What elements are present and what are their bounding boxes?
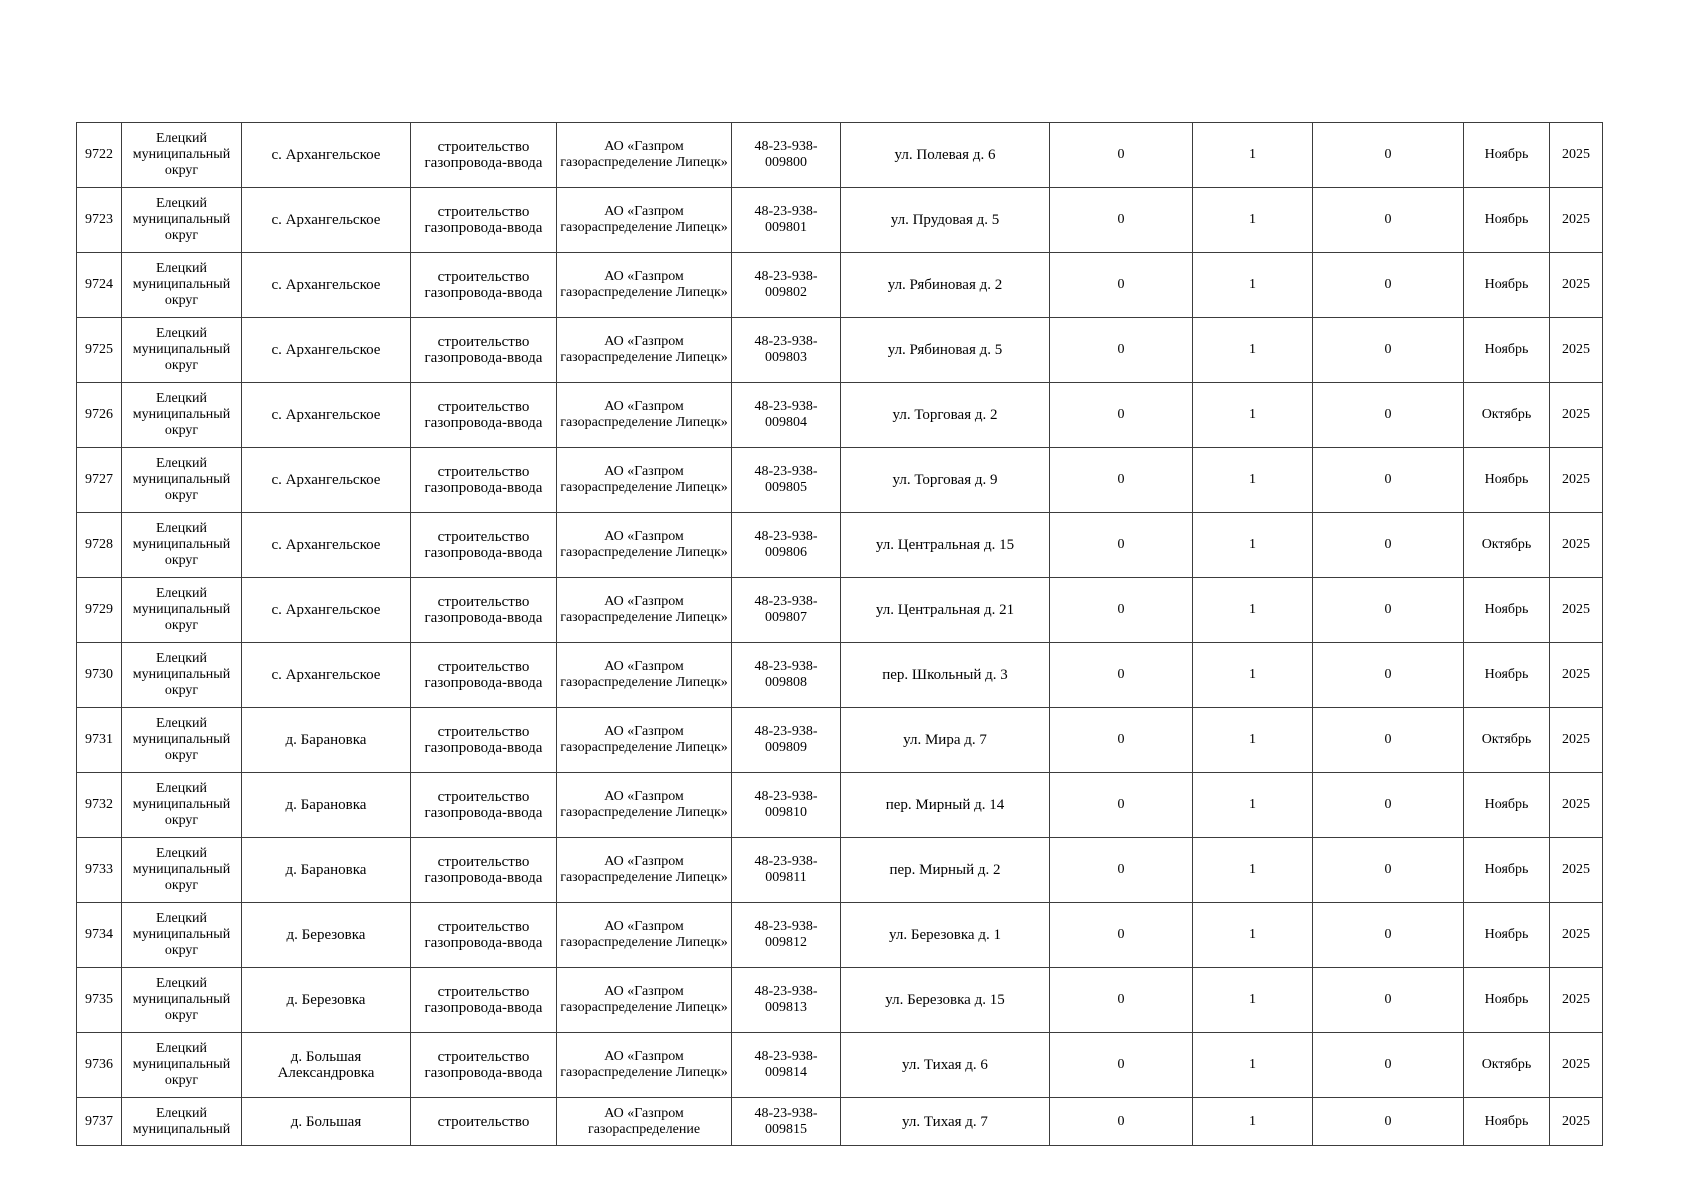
year-cell: 2025 xyxy=(1550,1033,1603,1098)
organization-cell: АО «Газпром газораспределение Липецк» xyxy=(557,773,732,838)
value-1-cell: 0 xyxy=(1050,253,1193,318)
month-cell: Ноябрь xyxy=(1464,838,1550,903)
value-3-cell: 0 xyxy=(1313,968,1464,1033)
value-3-cell: 0 xyxy=(1313,838,1464,903)
table-row xyxy=(77,1098,1603,1146)
table-row xyxy=(77,448,1603,513)
work-type-cell: строительство газопровода-ввода xyxy=(411,513,557,578)
value-3-cell: 0 xyxy=(1313,448,1464,513)
row-number-cell: 9725 xyxy=(77,318,122,383)
value-1-cell: 0 xyxy=(1050,968,1193,1033)
address-cell: ул. Прудовая д. 5 xyxy=(841,188,1050,253)
settlement-cell: с. Архангельское xyxy=(242,123,411,188)
settlement-cell: с. Архангельское xyxy=(242,383,411,448)
object-code-cell: 48-23-938-009809 xyxy=(732,708,841,773)
object-code-cell: 48-23-938-009801 xyxy=(732,188,841,253)
year-cell: 2025 xyxy=(1550,383,1603,448)
row-number-cell: 9734 xyxy=(77,903,122,968)
district-cell: Елецкий муниципальный округ xyxy=(122,513,242,578)
value-3-cell: 0 xyxy=(1313,708,1464,773)
month-cell: Ноябрь xyxy=(1464,318,1550,383)
object-code-cell: 48-23-938-009807 xyxy=(732,578,841,643)
value-1-cell: 0 xyxy=(1050,1033,1193,1098)
address-cell: ул. Торговая д. 2 xyxy=(841,383,1050,448)
district-cell: Елецкий муниципальный округ xyxy=(122,448,242,513)
address-cell: ул. Рябиновая д. 2 xyxy=(841,253,1050,318)
district-cell: Елецкий муниципальный округ xyxy=(122,123,242,188)
row-number-cell: 9723 xyxy=(77,188,122,253)
row-number-cell: 9737 xyxy=(77,1098,122,1146)
value-2-cell: 1 xyxy=(1193,188,1313,253)
object-code-cell: 48-23-938-009803 xyxy=(732,318,841,383)
district-cell: Елецкий муниципальный округ xyxy=(122,578,242,643)
month-cell: Октябрь xyxy=(1464,1033,1550,1098)
object-code-cell: 48-23-938-009804 xyxy=(732,383,841,448)
year-cell: 2025 xyxy=(1550,513,1603,578)
row-number-cell: 9732 xyxy=(77,773,122,838)
value-3-cell: 0 xyxy=(1313,513,1464,578)
value-3-cell: 0 xyxy=(1313,1098,1464,1146)
organization-cell: АО «Газпром газораспределение Липецк» xyxy=(557,968,732,1033)
settlement-cell: с. Архангельское xyxy=(242,513,411,578)
organization-cell: АО «Газпром газораспределение Липецк» xyxy=(557,838,732,903)
work-type-cell: строительство газопровода-ввода xyxy=(411,1033,557,1098)
year-cell: 2025 xyxy=(1550,123,1603,188)
district-cell: Елецкий муниципальный округ xyxy=(122,903,242,968)
settlement-cell: д. Большая Александровка xyxy=(242,1033,411,1098)
year-cell: 2025 xyxy=(1550,838,1603,903)
value-1-cell: 0 xyxy=(1050,838,1193,903)
row-number-cell: 9727 xyxy=(77,448,122,513)
value-3-cell: 0 xyxy=(1313,123,1464,188)
work-type-cell: строительство газопровода-ввода xyxy=(411,968,557,1033)
district-cell: Елецкий муниципальный округ xyxy=(122,968,242,1033)
value-2-cell: 1 xyxy=(1193,123,1313,188)
address-cell: ул. Тихая д. 7 xyxy=(841,1098,1050,1146)
row-number-cell: 9735 xyxy=(77,968,122,1033)
address-cell: ул. Центральная д. 15 xyxy=(841,513,1050,578)
settlement-cell: д. Барановка xyxy=(242,773,411,838)
work-type-cell: строительство газопровода-ввода xyxy=(411,773,557,838)
organization-cell: АО «Газпром газораспределение Липецк» xyxy=(557,513,732,578)
work-type-cell: строительство газопровода-ввода xyxy=(411,578,557,643)
value-2-cell: 1 xyxy=(1193,968,1313,1033)
organization-cell: АО «Газпром газораспределение Липецк» xyxy=(557,708,732,773)
settlement-cell: д. Большая xyxy=(242,1098,411,1146)
address-cell: пер. Мирный д. 14 xyxy=(841,773,1050,838)
value-2-cell: 1 xyxy=(1193,578,1313,643)
table-body xyxy=(77,123,1603,1146)
row-number-cell: 9726 xyxy=(77,383,122,448)
year-cell: 2025 xyxy=(1550,968,1603,1033)
year-cell: 2025 xyxy=(1550,188,1603,253)
settlement-cell: с. Архангельское xyxy=(242,578,411,643)
month-cell: Ноябрь xyxy=(1464,448,1550,513)
value-2-cell: 1 xyxy=(1193,903,1313,968)
month-cell: Ноябрь xyxy=(1464,188,1550,253)
table-row xyxy=(77,903,1603,968)
value-2-cell: 1 xyxy=(1193,1098,1313,1146)
district-cell: Елецкий муниципальный округ xyxy=(122,708,242,773)
address-cell: ул. Тихая д. 6 xyxy=(841,1033,1050,1098)
address-cell: ул. Березовка д. 15 xyxy=(841,968,1050,1033)
value-1-cell: 0 xyxy=(1050,903,1193,968)
value-2-cell: 1 xyxy=(1193,318,1313,383)
value-3-cell: 0 xyxy=(1313,903,1464,968)
settlement-cell: с. Архангельское xyxy=(242,318,411,383)
value-1-cell: 0 xyxy=(1050,1098,1193,1146)
row-number-cell: 9722 xyxy=(77,123,122,188)
gasification-registry-table xyxy=(76,122,1603,1146)
address-cell: ул. Березовка д. 1 xyxy=(841,903,1050,968)
value-3-cell: 0 xyxy=(1313,643,1464,708)
address-cell: пер. Мирный д. 2 xyxy=(841,838,1050,903)
work-type-cell: строительство газопровода-ввода xyxy=(411,708,557,773)
row-number-cell: 9729 xyxy=(77,578,122,643)
table-row xyxy=(77,383,1603,448)
year-cell: 2025 xyxy=(1550,318,1603,383)
table-row xyxy=(77,968,1603,1033)
object-code-cell: 48-23-938-009805 xyxy=(732,448,841,513)
table-row xyxy=(77,123,1603,188)
row-number-cell: 9731 xyxy=(77,708,122,773)
table-row xyxy=(77,643,1603,708)
work-type-cell: строительство газопровода-ввода xyxy=(411,123,557,188)
address-cell: ул. Полевая д. 6 xyxy=(841,123,1050,188)
table-row xyxy=(77,513,1603,578)
organization-cell: АО «Газпром газораспределение Липецк» xyxy=(557,1033,732,1098)
value-1-cell: 0 xyxy=(1050,448,1193,513)
settlement-cell: с. Архангельское xyxy=(242,253,411,318)
work-type-cell: строительство газопровода-ввода xyxy=(411,448,557,513)
year-cell: 2025 xyxy=(1550,903,1603,968)
work-type-cell: строительство газопровода-ввода xyxy=(411,838,557,903)
month-cell: Октябрь xyxy=(1464,513,1550,578)
document-page xyxy=(76,122,1602,1146)
month-cell: Ноябрь xyxy=(1464,578,1550,643)
month-cell: Ноябрь xyxy=(1464,253,1550,318)
object-code-cell: 48-23-938-009808 xyxy=(732,643,841,708)
month-cell: Ноябрь xyxy=(1464,123,1550,188)
value-3-cell: 0 xyxy=(1313,253,1464,318)
month-cell: Ноябрь xyxy=(1464,773,1550,838)
value-2-cell: 1 xyxy=(1193,383,1313,448)
year-cell: 2025 xyxy=(1550,578,1603,643)
month-cell: Октябрь xyxy=(1464,708,1550,773)
row-number-cell: 9730 xyxy=(77,643,122,708)
object-code-cell: 48-23-938-009812 xyxy=(732,903,841,968)
work-type-cell: строительство газопровода-ввода xyxy=(411,253,557,318)
object-code-cell: 48-23-938-009814 xyxy=(732,1033,841,1098)
month-cell: Ноябрь xyxy=(1464,1098,1550,1146)
table-row xyxy=(77,773,1603,838)
value-3-cell: 0 xyxy=(1313,383,1464,448)
table-row xyxy=(77,838,1603,903)
organization-cell: АО «Газпром газораспределение Липецк» xyxy=(557,253,732,318)
district-cell: Елецкий муниципальный округ xyxy=(122,383,242,448)
settlement-cell: с. Архангельское xyxy=(242,188,411,253)
value-2-cell: 1 xyxy=(1193,253,1313,318)
year-cell: 2025 xyxy=(1550,643,1603,708)
row-number-cell: 9733 xyxy=(77,838,122,903)
value-1-cell: 0 xyxy=(1050,708,1193,773)
address-cell: ул. Торговая д. 9 xyxy=(841,448,1050,513)
district-cell: Елецкий муниципальный округ xyxy=(122,318,242,383)
value-1-cell: 0 xyxy=(1050,643,1193,708)
value-1-cell: 0 xyxy=(1050,578,1193,643)
district-cell: Елецкий муниципальный округ xyxy=(122,253,242,318)
organization-cell: АО «Газпром газораспределение Липецк» xyxy=(557,578,732,643)
settlement-cell: с. Архангельское xyxy=(242,643,411,708)
object-code-cell: 48-23-938-009811 xyxy=(732,838,841,903)
work-type-cell: строительство газопровода-ввода xyxy=(411,383,557,448)
value-2-cell: 1 xyxy=(1193,773,1313,838)
row-number-cell: 9728 xyxy=(77,513,122,578)
settlement-cell: с. Архангельское xyxy=(242,448,411,513)
table-row xyxy=(77,1033,1603,1098)
object-code-cell: 48-23-938-009815 xyxy=(732,1098,841,1146)
year-cell: 2025 xyxy=(1550,773,1603,838)
value-2-cell: 1 xyxy=(1193,708,1313,773)
settlement-cell: д. Березовка xyxy=(242,968,411,1033)
settlement-cell: д. Барановка xyxy=(242,708,411,773)
value-2-cell: 1 xyxy=(1193,838,1313,903)
address-cell: ул. Центральная д. 21 xyxy=(841,578,1050,643)
object-code-cell: 48-23-938-009810 xyxy=(732,773,841,838)
year-cell: 2025 xyxy=(1550,253,1603,318)
value-3-cell: 0 xyxy=(1313,773,1464,838)
address-cell: пер. Школьный д. 3 xyxy=(841,643,1050,708)
value-3-cell: 0 xyxy=(1313,188,1464,253)
value-1-cell: 0 xyxy=(1050,773,1193,838)
row-number-cell: 9736 xyxy=(77,1033,122,1098)
settlement-cell: д. Барановка xyxy=(242,838,411,903)
value-2-cell: 1 xyxy=(1193,448,1313,513)
value-2-cell: 1 xyxy=(1193,1033,1313,1098)
table-row xyxy=(77,318,1603,383)
district-cell: Елецкий муниципальный округ xyxy=(122,773,242,838)
value-3-cell: 0 xyxy=(1313,1033,1464,1098)
district-cell: Елецкий муниципальный округ xyxy=(122,1033,242,1098)
object-code-cell: 48-23-938-009806 xyxy=(732,513,841,578)
organization-cell: АО «Газпром газораспределение Липецк» xyxy=(557,123,732,188)
month-cell: Ноябрь xyxy=(1464,643,1550,708)
object-code-cell: 48-23-938-009802 xyxy=(732,253,841,318)
value-1-cell: 0 xyxy=(1050,513,1193,578)
work-type-cell: строительство газопровода-ввода xyxy=(411,903,557,968)
organization-cell: АО «Газпром газораспределение Липецк» xyxy=(557,383,732,448)
month-cell: Ноябрь xyxy=(1464,968,1550,1033)
work-type-cell: строительство газопровода-ввода xyxy=(411,318,557,383)
value-3-cell: 0 xyxy=(1313,578,1464,643)
address-cell: ул. Мира д. 7 xyxy=(841,708,1050,773)
settlement-cell: д. Березовка xyxy=(242,903,411,968)
organization-cell: АО «Газпром газораспределение Липецк» xyxy=(557,643,732,708)
year-cell: 2025 xyxy=(1550,448,1603,513)
work-type-cell: строительство газопровода-ввода xyxy=(411,188,557,253)
organization-cell: АО «Газпром газораспределение Липецк» xyxy=(557,188,732,253)
district-cell: Елецкий муниципальный округ xyxy=(122,838,242,903)
value-1-cell: 0 xyxy=(1050,383,1193,448)
table-row xyxy=(77,253,1603,318)
table-row xyxy=(77,578,1603,643)
object-code-cell: 48-23-938-009800 xyxy=(732,123,841,188)
organization-cell: АО «Газпром газораспределение Липецк» xyxy=(557,318,732,383)
organization-cell: АО «Газпром газораспределение Липецк» xyxy=(557,448,732,513)
organization-cell: АО «Газпром газораспределение Липецк» xyxy=(557,903,732,968)
table-row xyxy=(77,188,1603,253)
month-cell: Октябрь xyxy=(1464,383,1550,448)
district-cell: Елецкий муниципальный xyxy=(122,1098,242,1146)
year-cell: 2025 xyxy=(1550,708,1603,773)
work-type-cell: строительство xyxy=(411,1098,557,1146)
year-cell: 2025 xyxy=(1550,1098,1603,1146)
value-3-cell: 0 xyxy=(1313,318,1464,383)
address-cell: ул. Рябиновая д. 5 xyxy=(841,318,1050,383)
object-code-cell: 48-23-938-009813 xyxy=(732,968,841,1033)
district-cell: Елецкий муниципальный округ xyxy=(122,643,242,708)
value-1-cell: 0 xyxy=(1050,123,1193,188)
value-1-cell: 0 xyxy=(1050,318,1193,383)
table-row xyxy=(77,708,1603,773)
work-type-cell: строительство газопровода-ввода xyxy=(411,643,557,708)
district-cell: Елецкий муниципальный округ xyxy=(122,188,242,253)
organization-cell: АО «Газпром газораспределение xyxy=(557,1098,732,1146)
month-cell: Ноябрь xyxy=(1464,903,1550,968)
value-2-cell: 1 xyxy=(1193,643,1313,708)
value-2-cell: 1 xyxy=(1193,513,1313,578)
value-1-cell: 0 xyxy=(1050,188,1193,253)
row-number-cell: 9724 xyxy=(77,253,122,318)
